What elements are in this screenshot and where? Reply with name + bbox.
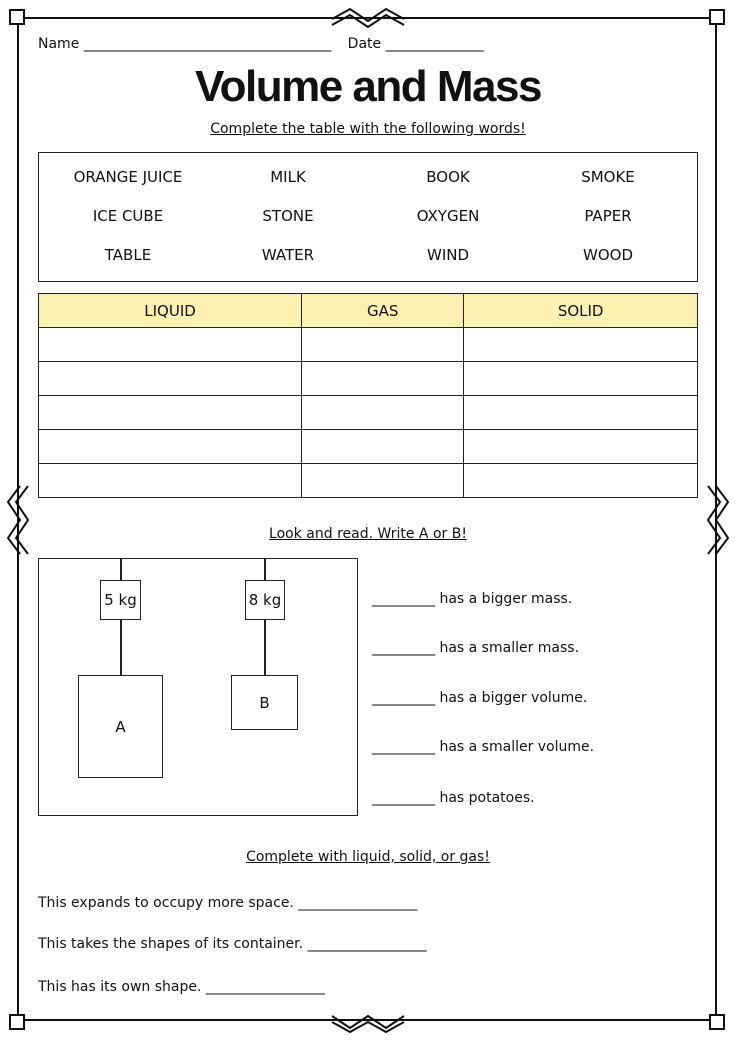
string-b-bottom xyxy=(264,620,266,675)
table-row xyxy=(39,396,698,430)
corner-square-bottom-right xyxy=(709,1014,725,1030)
table-cell[interactable] xyxy=(302,328,464,362)
table-cell[interactable] xyxy=(39,328,302,362)
answer-blank[interactable]: _________ xyxy=(372,790,435,806)
word-bank-item: WATER xyxy=(261,246,315,264)
state-instruction: Complete with liquid, solid, or gas! xyxy=(246,849,490,865)
table-cell[interactable] xyxy=(302,430,464,464)
weight-a-label: 5 kg xyxy=(100,580,141,620)
table-cell[interactable] xyxy=(39,362,302,396)
answer-blank[interactable]: _________ xyxy=(372,739,435,755)
weight-b-label: 8 kg xyxy=(245,580,285,620)
answer-blank[interactable]: _________________ xyxy=(307,936,427,952)
table-cell[interactable] xyxy=(39,464,302,498)
corner-square-bottom-left xyxy=(9,1014,25,1030)
table-cell[interactable] xyxy=(39,396,302,430)
word-bank-item: MILK xyxy=(270,168,306,186)
answer-blank[interactable]: _________ xyxy=(372,640,435,656)
zigzag-ornament-top xyxy=(328,7,408,29)
word-bank-item: SMOKE xyxy=(581,168,635,186)
scale-instruction: Look and read. Write A or B! xyxy=(269,526,467,542)
table-cell[interactable] xyxy=(464,328,698,362)
date-field[interactable]: _______________ xyxy=(385,36,484,52)
table-row xyxy=(39,464,698,498)
name-field[interactable]: ______________________________________ xyxy=(83,36,331,52)
table-header-row xyxy=(39,294,698,328)
table-instruction: Complete the table with the following words! xyxy=(210,121,526,137)
corner-square-top-right xyxy=(709,9,725,25)
box-a: A xyxy=(78,675,163,778)
word-bank-item: WIND xyxy=(426,246,470,264)
table-row xyxy=(39,328,698,362)
page-title: Volume and Mass xyxy=(195,62,541,111)
string-a-top xyxy=(120,559,122,580)
table-cell[interactable] xyxy=(464,396,698,430)
mass-statement xyxy=(372,591,572,607)
word-bank-item: TABLE xyxy=(104,246,152,264)
column-header-solid: SOLID xyxy=(464,294,698,328)
statement-text: has potatoes. xyxy=(439,790,535,806)
column-header-gas: GAS xyxy=(302,294,464,328)
table-row xyxy=(39,362,698,396)
state-sentence xyxy=(38,895,417,911)
table-cell[interactable] xyxy=(302,362,464,396)
table-cell[interactable] xyxy=(302,396,464,430)
mass-statement xyxy=(372,640,579,656)
table-cell[interactable] xyxy=(464,430,698,464)
box-b: B xyxy=(231,675,298,730)
answer-blank[interactable]: _________ xyxy=(372,591,435,607)
string-a-bottom xyxy=(120,620,122,675)
corner-square-top-left xyxy=(9,9,25,25)
mass-statement xyxy=(372,690,587,706)
answer-blank[interactable]: _________________ xyxy=(205,979,325,995)
word-bank-item: BOOK xyxy=(426,168,470,186)
zigzag-ornament-left xyxy=(6,484,30,556)
zigzag-ornament-right xyxy=(706,484,730,556)
sentence-text: This has its own shape. xyxy=(38,979,202,995)
state-sentence xyxy=(38,979,325,995)
date-label: Date xyxy=(347,36,382,52)
answer-blank[interactable]: _________________ xyxy=(298,895,418,911)
word-bank-item: ICE CUBE xyxy=(92,207,164,225)
scale-illustration xyxy=(38,558,358,816)
table-cell[interactable] xyxy=(302,464,464,498)
statement-text: has a bigger volume. xyxy=(439,690,588,706)
word-bank-item: PAPER xyxy=(584,207,632,225)
answer-blank[interactable]: _________ xyxy=(372,690,435,706)
table-row xyxy=(39,430,698,464)
word-bank-item: WOOD xyxy=(583,246,633,264)
word-bank xyxy=(38,152,698,282)
mass-statement xyxy=(372,790,535,806)
statement-text: has a smaller volume. xyxy=(439,739,595,755)
mass-statement xyxy=(372,739,594,755)
table-cell[interactable] xyxy=(464,464,698,498)
sentence-text: This takes the shapes of its container. xyxy=(38,936,304,952)
word-bank-item: STONE xyxy=(262,207,314,225)
classification-table xyxy=(38,293,698,498)
sentence-text: This expands to occupy more space. xyxy=(38,895,294,911)
table-cell[interactable] xyxy=(39,430,302,464)
name-label: Name xyxy=(38,36,80,52)
zigzag-ornament-bottom xyxy=(328,1012,408,1034)
statement-text: has a bigger mass. xyxy=(439,591,573,607)
table-cell[interactable] xyxy=(464,362,698,396)
statement-text: has a smaller mass. xyxy=(439,640,580,656)
string-b-top xyxy=(264,559,266,580)
state-sentence xyxy=(38,936,427,952)
name-date-row xyxy=(38,36,483,52)
word-bank-item: OXYGEN xyxy=(416,207,480,225)
word-bank-item: ORANGE JUICE xyxy=(73,168,183,186)
column-header-liquid: LIQUID xyxy=(39,294,302,328)
